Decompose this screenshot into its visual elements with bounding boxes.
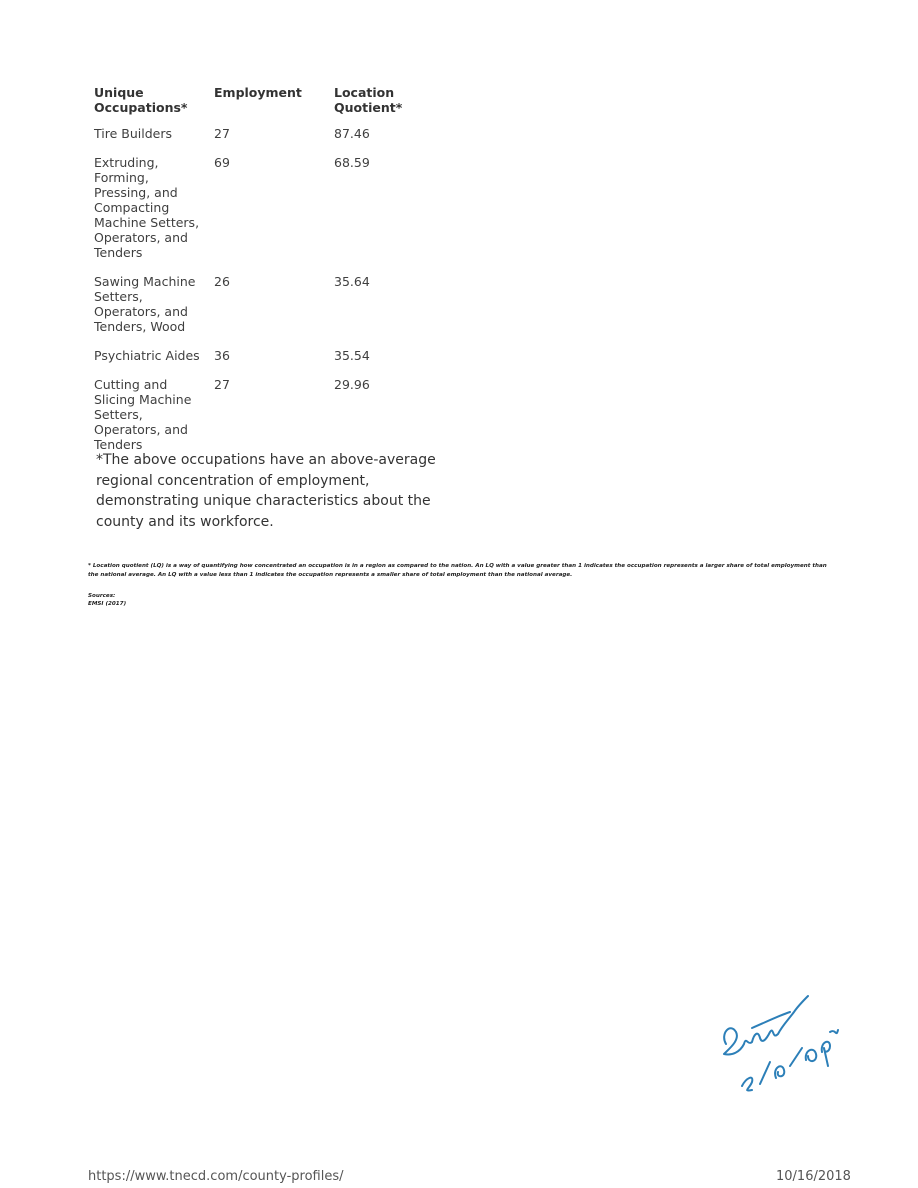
table-row	[88, 270, 444, 344]
table-header-row	[88, 82, 444, 122]
employment-cell: 69	[214, 155, 230, 170]
employment-cell: 36	[214, 348, 230, 363]
footer-date: 10/16/2018	[776, 1169, 851, 1184]
sources-label: Sources:	[88, 593, 116, 599]
lq-cell: 87.46	[334, 126, 370, 141]
handwritten-signature	[712, 982, 852, 1102]
signature-date-stroke	[742, 1030, 838, 1091]
sources-item: EMSI (2017)	[88, 601, 127, 607]
lq-cell: 29.96	[334, 377, 370, 392]
employment-cell: 27	[214, 126, 230, 141]
table-row	[88, 151, 444, 270]
header-location-quotient: Location Quotient*	[334, 85, 403, 115]
employment-cell: 27	[214, 377, 230, 392]
table-row	[88, 344, 444, 373]
header-occupation: Unique Occupations*	[94, 85, 188, 115]
occupation-cell: Tire Builders	[94, 126, 172, 141]
occupation-cell: Extruding, Forming, Pressing, and Compacting Machine Setters, Operators, and Tenders	[94, 155, 200, 260]
lq-cell: 68.59	[334, 155, 370, 170]
lq-cell: 35.54	[334, 348, 370, 363]
occupation-cell: Sawing Machine Setters, Operators, and Tenders, Wood	[94, 274, 196, 334]
employment-cell: 26	[214, 274, 230, 289]
unique-occupations-table	[88, 82, 444, 462]
sources-block	[88, 592, 126, 608]
lq-definition-footnote: * Location quotient (LQ) is a way of quantifying how concentrated an occupation is in a region as compared to the nation. An LQ with a value greater than 1 indicates the occupation represents a larger share of total employment than the national average. An LQ with a value less than 1 indicates the occupation represents a smaller share of total employment than the national average.	[88, 563, 827, 578]
table-row	[88, 373, 444, 462]
lq-cell: 35.64	[334, 274, 370, 289]
signature-initials-stroke	[724, 996, 808, 1055]
occupations-note: *The above occupations have an above-average regional concentration of employment, demonstrating unique characteristics about the county and its workforce.	[96, 452, 436, 530]
header-employment: Employment	[214, 85, 302, 100]
occupation-cell: Cutting and Slicing Machine Setters, Operators, and Tenders	[94, 377, 192, 452]
footer-url: https://www.tnecd.com/county-profiles/	[88, 1169, 344, 1184]
occupation-cell: Psychiatric Aides	[94, 348, 200, 363]
table-row	[88, 122, 444, 151]
